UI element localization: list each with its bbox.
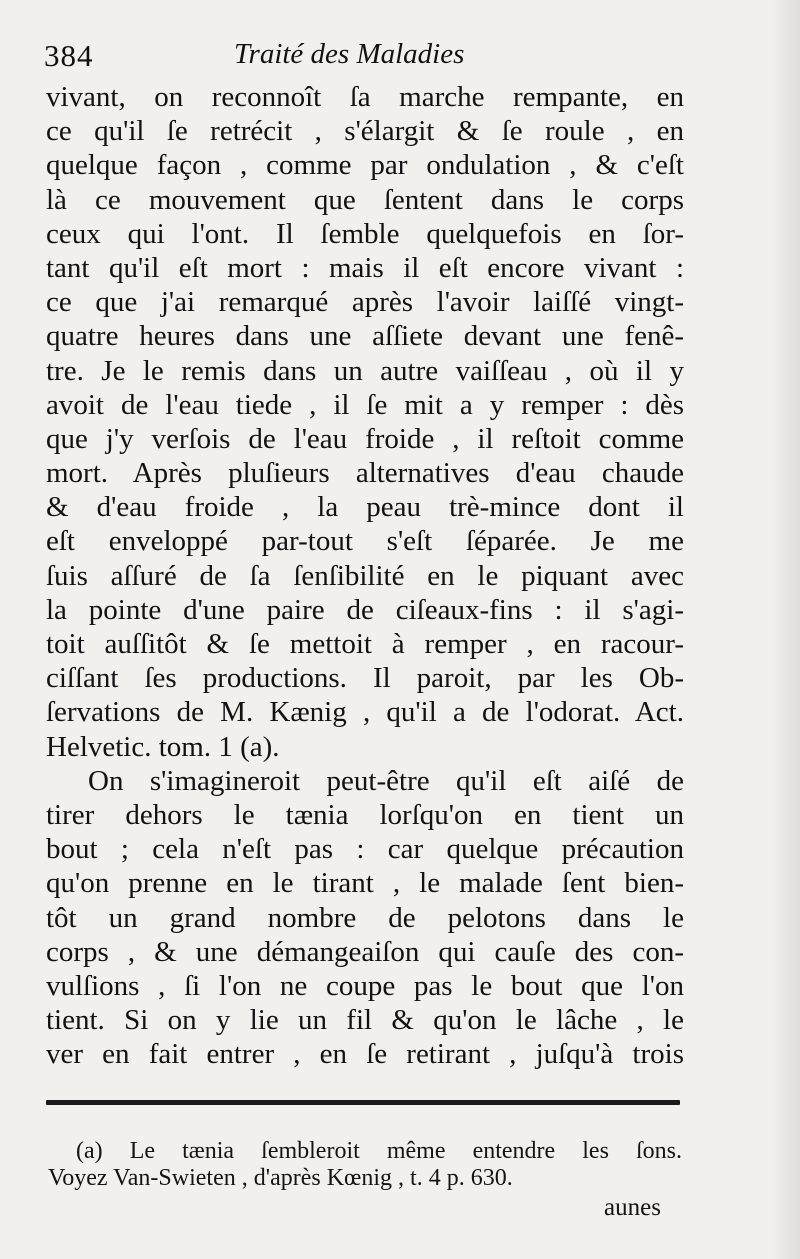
text-line: ſuis aſſuré de ſa ſenſibilité en le piquant avec (46, 559, 684, 592)
text-line: mort. Après pluſieurs alternatives d'eau chaude (46, 457, 684, 490)
page-edge-shadow (770, 0, 800, 1259)
text-line: la pointe d'une paire de ciſeaux-fins : il s'agi- (46, 593, 684, 626)
footnote-line: (a) Le tænia ſembleroit même entendre les ſons. (76, 1138, 682, 1164)
text-line: ciſſant ſes productions. Il paroit, par les Ob- (46, 662, 684, 695)
text-line: bout ; cela n'eſt pas : car quelque précaution (46, 833, 684, 866)
text-line: quatre heures dans une aſſiete devant une fenê- (46, 320, 684, 353)
text-line: tient. Si on y lie un fil & qu'on le lâche , le (46, 1004, 684, 1037)
text-line: tant qu'il eſt mort : mais il eſt encore vivant : (46, 251, 684, 284)
text-line: tôt un grand nombre de pelotons dans le (46, 901, 684, 934)
text-line: Helvetic. tom. 1 (a). (46, 730, 280, 763)
text-line: corps , & une démangeaiſon qui cauſe des con- (46, 935, 684, 968)
text-line: avoit de l'eau tiede , il ſe mit a y remper : dès (46, 388, 684, 421)
footnote-rule (46, 1100, 680, 1105)
text-line: tre. Je le remis dans un autre vaiſſeau , où il y (46, 354, 684, 387)
text-line: ſervations de M. Kænig , qu'il a de l'odorat. Act. (46, 696, 684, 729)
text-line: ver en fait entrer , en ſe retirant , juſqu'à trois (46, 1038, 684, 1071)
text-line: & d'eau froide , la peau trè-mince dont il (46, 491, 684, 524)
text-line: quelque façon , comme par ondulation , & c'eſt (46, 149, 684, 182)
text-line: vulſions , ſi l'on ne coupe pas le bout que l'on (46, 969, 684, 1002)
footnote (48, 1138, 682, 1192)
main-text (46, 80, 684, 1071)
page-header (44, 38, 694, 78)
text-line: qu'on prenne en le tirant , le malade ſent bien- (46, 867, 684, 900)
page-number: 384 (44, 38, 94, 73)
text-line: toit auſſitôt & ſe mettoit à remper , en racour- (46, 628, 684, 660)
text-line: ce qu'il ſe retrécit , s'élargit & ſe roule , en (46, 115, 684, 148)
text-line: tirer dehors le tænia lorſqu'on en tient un (46, 798, 684, 831)
text-line: vivant, on reconnoît ſa marche rempante, en (46, 81, 684, 113)
footnote-line: Voyez Van-Swieten , d'après Kœnig , t. 4 p. 630. (48, 1165, 513, 1191)
text-line: là ce mouvement que ſentent dans le corps (46, 183, 684, 216)
running-title: Traité des Maladies (234, 38, 465, 70)
text-line: eſt enveloppé par-tout s'eſt ſéparée. Je me (46, 525, 684, 558)
catchword: aunes (604, 1194, 661, 1221)
text-line: ce que j'ai remarqué après l'avoir laiſſé vingt- (46, 286, 684, 319)
text-line: ceux qui l'ont. Il ſemble quelquefois en ſor- (46, 217, 684, 250)
text-line: que j'y verſois de l'eau froide , il reſtoit comme (46, 422, 684, 455)
text-line-paragraph-start: On s'imagineroit peut-être qu'il eſt aiſé de (88, 764, 684, 797)
